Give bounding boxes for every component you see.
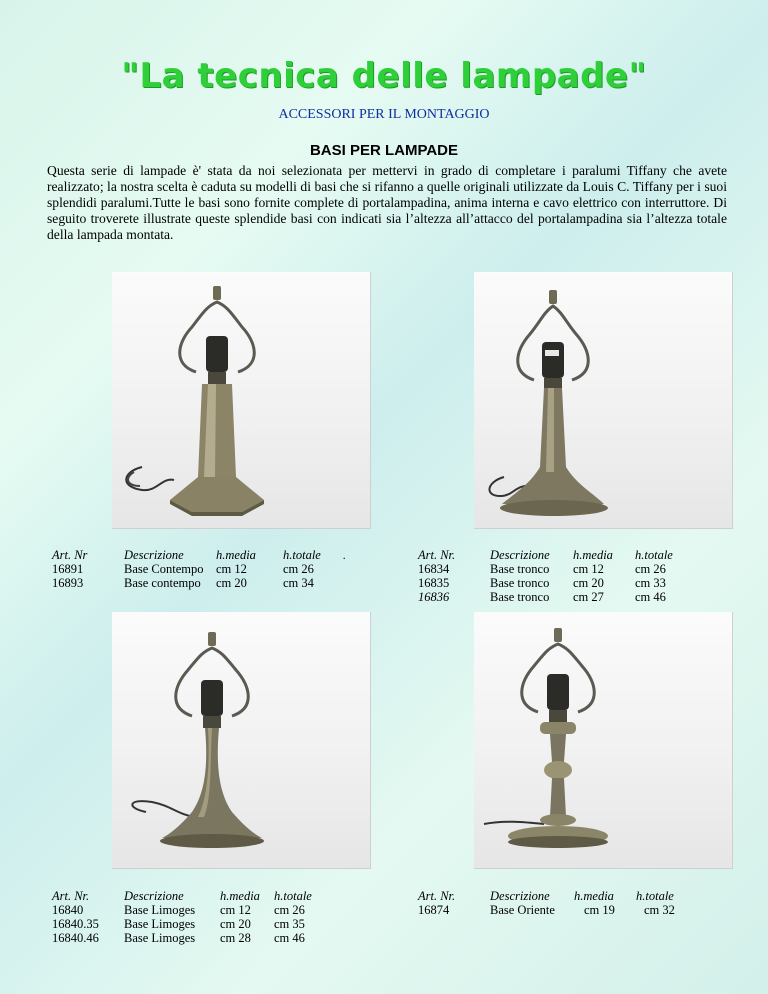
lamp-contempo-image xyxy=(112,272,370,528)
col-htotale: h.totale xyxy=(283,548,321,562)
cell-art: 16893 xyxy=(52,576,84,590)
cell-hmedia: cm 12 xyxy=(220,903,251,917)
cell-art: 16834 xyxy=(418,562,450,576)
cell-art: 16840 xyxy=(52,903,84,917)
spec-table-oriente xyxy=(418,889,675,917)
lamp-limoges-image xyxy=(112,612,370,868)
col-hmedia: h.media xyxy=(573,548,613,562)
table-row xyxy=(52,562,346,576)
cell-desc: Base contempo xyxy=(124,576,201,590)
cell-htotale: cm 35 xyxy=(274,917,305,931)
cell-art: 16840.35 xyxy=(52,917,99,931)
col-desc: Descrizione xyxy=(490,889,550,903)
table-row xyxy=(418,903,675,917)
col-hmedia: h.media xyxy=(574,889,614,903)
photo-base-tronco xyxy=(474,272,733,529)
col-desc: Descrizione xyxy=(490,548,550,562)
col-art: Art. Nr. xyxy=(418,889,456,903)
col-desc: Descrizione xyxy=(124,548,184,562)
col-htotale: h.totale xyxy=(274,889,312,903)
cell-hmedia: cm 12 xyxy=(573,562,604,576)
col-htotale: h.totale xyxy=(635,548,673,562)
cell-desc: Base Oriente xyxy=(490,903,555,917)
table-row xyxy=(52,576,346,590)
cell-hmedia: cm 27 xyxy=(573,590,604,604)
col-art: Art. Nr. xyxy=(418,548,456,562)
cell-hmedia: cm 28 xyxy=(220,931,251,945)
cell-desc: Base Limoges xyxy=(124,931,196,945)
cell-htotale: cm 33 xyxy=(635,576,666,590)
spec-table-tronco xyxy=(418,548,673,604)
cell-desc: Base tronco xyxy=(490,562,550,576)
cell-art: 16836 xyxy=(418,590,450,604)
separator-dot: . xyxy=(343,548,346,562)
cell-art: 16874 xyxy=(418,903,450,917)
cell-hmedia: cm 20 xyxy=(573,576,604,590)
spec-table-contempo xyxy=(52,548,346,590)
cell-htotale: cm 46 xyxy=(635,590,666,604)
col-art: Art. Nr xyxy=(52,548,88,562)
cell-hmedia: cm 20 xyxy=(216,576,247,590)
cell-art: 16840.46 xyxy=(52,931,99,945)
col-desc: Descrizione xyxy=(124,889,184,903)
cell-art: 16835 xyxy=(418,576,450,590)
cell-desc: Base tronco xyxy=(490,576,550,590)
page-title: "La tecnica delle lampade" xyxy=(121,56,647,96)
table-row xyxy=(52,903,312,917)
table-row xyxy=(418,590,673,604)
cell-desc: Base tronco xyxy=(490,590,550,604)
col-hmedia: h.media xyxy=(220,889,260,903)
cell-art: 16891 xyxy=(52,562,84,576)
cell-htotale: cm 26 xyxy=(283,562,314,576)
cell-htotale: cm 34 xyxy=(283,576,314,590)
col-art: Art. Nr. xyxy=(52,889,90,903)
table-row xyxy=(418,576,673,590)
cell-htotale: cm 32 xyxy=(644,903,675,917)
page-subtitle: ACCESSORI PER IL MONTAGGIO xyxy=(278,107,490,122)
cell-hmedia: cm 20 xyxy=(220,917,251,931)
photo-base-oriente xyxy=(474,612,733,869)
lamp-tronco-image xyxy=(474,272,732,528)
cell-htotale: cm 26 xyxy=(274,903,305,917)
cell-hmedia: cm 19 xyxy=(584,903,615,917)
lamp-oriente-image xyxy=(474,612,732,868)
photo-base-limoges xyxy=(112,612,371,869)
col-htotale: h.totale xyxy=(636,889,674,903)
col-hmedia: h.media xyxy=(216,548,256,562)
cell-desc: Base Limoges xyxy=(124,903,196,917)
intro-paragraph: Questa serie di lampade è' stata da noi selezionata per mettervi in grado di completare i paralumi Tiffany che avete realizzato; la nostra scelta è caduta su modelli di basi che si rifanno a quelle originali utilizzate da Louis C. Tiffany per i suoi splendidi paralumi.Tutte le basi sono fornite complete di portalampadina, anima interna e cavo elettrico con interruttore. Di seguito troverete illustrate queste splendide basi con indicati sia l’altezza all’attacco del portalampadina sia l’altezza totale della lampada montata. xyxy=(47,163,727,242)
photo-base-contempo xyxy=(112,272,371,529)
spec-table-limoges xyxy=(52,889,312,945)
cell-desc: Base Limoges xyxy=(124,917,196,931)
table-row xyxy=(52,931,312,945)
section-heading: BASI PER LAMPADE xyxy=(309,142,459,159)
cell-desc: Base Contempo xyxy=(124,562,204,576)
cell-hmedia: cm 12 xyxy=(216,562,247,576)
table-row xyxy=(418,562,673,576)
cell-htotale: cm 26 xyxy=(635,562,666,576)
cell-htotale: cm 46 xyxy=(274,931,305,945)
table-row xyxy=(52,917,312,931)
